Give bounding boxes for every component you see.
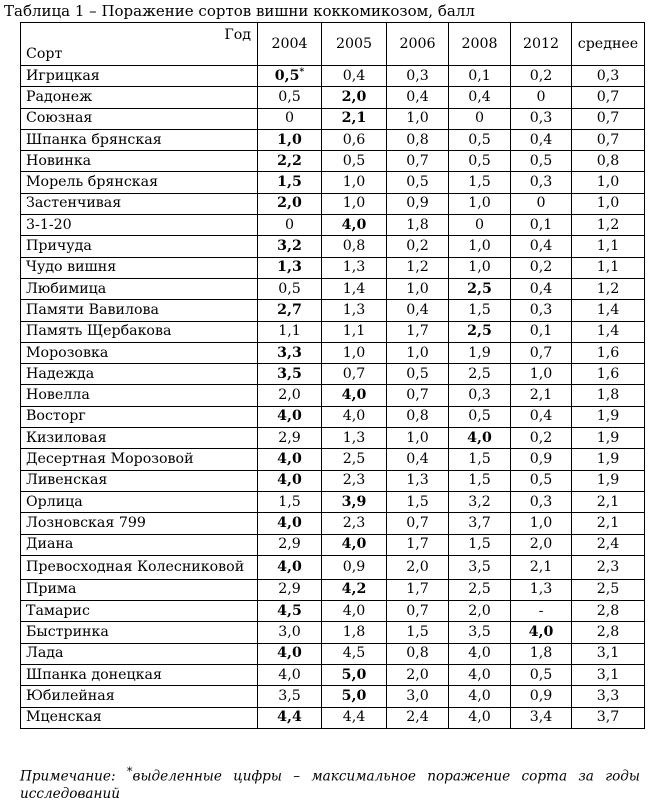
average-value: 1,8 <box>572 385 645 406</box>
note-text-line1: выделенные цифры – максимальное поражение сорта за годы <box>132 768 640 785</box>
score-value-2008: 0 <box>449 108 511 129</box>
table-row <box>21 108 645 129</box>
average-value: 1,2 <box>572 278 645 299</box>
average-value: 0,7 <box>572 129 645 150</box>
score-value-2006: 0,9 <box>387 193 449 214</box>
table-row <box>21 579 645 600</box>
score-value-2005: 1,0 <box>322 342 387 363</box>
score-value-2012: 0,4 <box>511 129 572 150</box>
table-row <box>21 151 645 172</box>
score-value-2012: 0,3 <box>511 491 572 512</box>
score-value-2008: 0,5 <box>449 406 511 427</box>
score-value-2012: 0,1 <box>511 215 572 236</box>
score-value-2004: 4,0 <box>258 555 322 579</box>
score-value-2008: 0,1 <box>449 66 511 87</box>
note-text-line2: исследований <box>20 785 120 802</box>
table-row <box>21 300 645 321</box>
score-value-2006: 0,7 <box>387 513 449 534</box>
score-value-2005: 1,0 <box>322 172 387 193</box>
score-value-2004: 0 <box>258 108 322 129</box>
score-value-2004: 2,9 <box>258 534 322 555</box>
average-value: 2,5 <box>572 579 645 600</box>
score-value-2008: 1,5 <box>449 300 511 321</box>
score-value-2005: 1,3 <box>322 300 387 321</box>
average-value: 1,2 <box>572 215 645 236</box>
score-value-2004: 4,0 <box>258 449 322 470</box>
score-value-2006: 3,0 <box>387 686 449 707</box>
score-value-2012: 0,3 <box>511 300 572 321</box>
score-value-2012: 0,2 <box>511 66 572 87</box>
average-value: 2,4 <box>572 534 645 555</box>
table-row <box>21 278 645 299</box>
score-value-2008: 4,0 <box>449 643 511 664</box>
score-value-2005: 2,0 <box>322 87 387 108</box>
score-value-2006: 1,0 <box>387 278 449 299</box>
score-value-2004: 2,0 <box>258 385 322 406</box>
table-row <box>21 321 645 342</box>
score-value-2006: 2,0 <box>387 555 449 579</box>
score-value-2012: - <box>511 601 572 622</box>
table-row <box>21 534 645 555</box>
average-value: 1,1 <box>572 236 645 257</box>
variety-name: Лозновская 799 <box>21 513 258 534</box>
score-value-2012: 1,3 <box>511 579 572 600</box>
score-value-2004: 1,5 <box>258 172 322 193</box>
score-value-2005: 4,0 <box>322 406 387 427</box>
score-value-2012: 1,0 <box>511 513 572 534</box>
score-value-2005: 1,4 <box>322 278 387 299</box>
score-value-2008: 0,4 <box>449 87 511 108</box>
score-value-2006: 2,0 <box>387 665 449 686</box>
score-value-2006: 1,0 <box>387 428 449 449</box>
score-value-2004: 4,0 <box>258 665 322 686</box>
score-value-2004: 3,2 <box>258 236 322 257</box>
score-value-2006: 0,2 <box>387 236 449 257</box>
score-value-2012: 0 <box>511 193 572 214</box>
variety-name: Прима <box>21 579 258 600</box>
score-value-2005: 5,0 <box>322 686 387 707</box>
score-value-2004 <box>258 66 322 87</box>
score-value-2004: 2,7 <box>258 300 322 321</box>
disease-table <box>20 22 645 729</box>
score-value-2004: 1,1 <box>258 321 322 342</box>
score-value-2012: 0,3 <box>511 108 572 129</box>
score-value-2005: 1,8 <box>322 622 387 643</box>
variety-name: Кизиловая <box>21 428 258 449</box>
score-value-2004: 1,3 <box>258 257 322 278</box>
score-value-2005: 0,6 <box>322 129 387 150</box>
average-value: 3,3 <box>572 686 645 707</box>
score-value-2008: 3,7 <box>449 513 511 534</box>
score-value-2004: 3,5 <box>258 364 322 385</box>
score-value-2012: 0,4 <box>511 278 572 299</box>
table-row <box>21 665 645 686</box>
score-value-2008: 2,5 <box>449 579 511 600</box>
table-row <box>21 193 645 214</box>
variety-name: Игрицкая <box>21 66 258 87</box>
score-value-2012: 0,9 <box>511 449 572 470</box>
score-value-2012: 0,9 <box>511 686 572 707</box>
table-row <box>21 470 645 491</box>
score-value-2008: 4,0 <box>449 707 511 728</box>
score-value-2008: 0 <box>449 215 511 236</box>
average-value: 2,1 <box>572 513 645 534</box>
score-value-2008: 1,0 <box>449 236 511 257</box>
score-value-2004: 0 <box>258 215 322 236</box>
variety-name: Лада <box>21 643 258 664</box>
score-value-2006: 1,7 <box>387 321 449 342</box>
year-header-2005: 2005 <box>322 23 387 66</box>
score-value-2008: 3,5 <box>449 555 511 579</box>
score-value-2006: 1,5 <box>387 622 449 643</box>
score-value-2004: 0,5 <box>258 278 322 299</box>
table-row <box>21 449 645 470</box>
note-label: Примечание: <box>20 768 116 785</box>
table-row <box>21 643 645 664</box>
score-value-2006: 0,8 <box>387 643 449 664</box>
score-value-2004: 2,9 <box>258 428 322 449</box>
score-value-2006: 0,4 <box>387 87 449 108</box>
score-value-2005: 1,1 <box>322 321 387 342</box>
table-row <box>21 428 645 449</box>
score-value-2005: 1,0 <box>322 193 387 214</box>
score-value-2012: 0,4 <box>511 236 572 257</box>
variety-name: Морозовка <box>21 342 258 363</box>
score-value-2012: 0,2 <box>511 428 572 449</box>
score-value-2008: 3,5 <box>449 622 511 643</box>
score-value-2006: 1,7 <box>387 534 449 555</box>
score-value-2005: 4,0 <box>322 215 387 236</box>
score-value-2005: 0,9 <box>322 555 387 579</box>
table-row <box>21 257 645 278</box>
score-value-2012: 2,1 <box>511 385 572 406</box>
variety-name: Союзная <box>21 108 258 129</box>
table-row <box>21 686 645 707</box>
score-value-2008: 2,5 <box>449 321 511 342</box>
average-value: 1,1 <box>572 257 645 278</box>
score-value-2004: 4,5 <box>258 601 322 622</box>
score-value-2012: 2,1 <box>511 555 572 579</box>
table-row <box>21 622 645 643</box>
score-value-2008: 1,5 <box>449 449 511 470</box>
average-value: 1,6 <box>572 342 645 363</box>
score-value-2008: 4,0 <box>449 686 511 707</box>
score-value-2008: 2,5 <box>449 364 511 385</box>
average-value: 1,9 <box>572 449 645 470</box>
table-row <box>21 215 645 236</box>
variety-name: Десертная Морозовой <box>21 449 258 470</box>
score-value-2006: 0,7 <box>387 601 449 622</box>
score-value-2008: 2,0 <box>449 601 511 622</box>
table-body <box>21 23 645 729</box>
variety-name: Любимица <box>21 278 258 299</box>
variety-name: Застенчивая <box>21 193 258 214</box>
variety-name: Морель брянская <box>21 172 258 193</box>
score-value-2006: 0,7 <box>387 151 449 172</box>
variety-name: Тамарис <box>21 601 258 622</box>
average-value: 3,1 <box>572 665 645 686</box>
variety-name: Память Щербакова <box>21 321 258 342</box>
score-value-2008: 0,3 <box>449 385 511 406</box>
score-value-2008: 1,0 <box>449 193 511 214</box>
score-value-2012: 0,2 <box>511 257 572 278</box>
score-value-2006: 1,0 <box>387 342 449 363</box>
variety-name: Новелла <box>21 385 258 406</box>
header-row <box>21 23 645 66</box>
variety-name: Чудо вишня <box>21 257 258 278</box>
score-value-2012: 0 <box>511 87 572 108</box>
score-value-2008: 1,0 <box>449 257 511 278</box>
variety-name: Памяти Вавилова <box>21 300 258 321</box>
score-value-2005: 0,5 <box>322 151 387 172</box>
score-value-2012: 0,1 <box>511 321 572 342</box>
score-value-2004: 1,0 <box>258 129 322 150</box>
score-value-2004: 2,9 <box>258 579 322 600</box>
average-value: 0,7 <box>572 108 645 129</box>
score-value-2004: 4,4 <box>258 707 322 728</box>
variety-name: Диана <box>21 534 258 555</box>
score-value-2004: 3,3 <box>258 342 322 363</box>
corner-cell <box>21 23 258 66</box>
variety-name: Орлица <box>21 491 258 512</box>
year-axis-label: Год <box>224 27 251 43</box>
average-value: 0,8 <box>572 151 645 172</box>
score-value-2005: 2,3 <box>322 513 387 534</box>
score-value-2006: 0,5 <box>387 364 449 385</box>
score-value-2008: 4,0 <box>449 665 511 686</box>
variety-name: Шпанка донецкая <box>21 665 258 686</box>
score-value-2012: 0,4 <box>511 406 572 427</box>
score-value-2008: 0,5 <box>449 151 511 172</box>
average-value: 1,9 <box>572 470 645 491</box>
score-value-2004: 2,2 <box>258 151 322 172</box>
score-value-2008: 1,5 <box>449 470 511 491</box>
score-value-2005: 0,7 <box>322 364 387 385</box>
average-value: 3,7 <box>572 707 645 728</box>
average-value: 1,9 <box>572 428 645 449</box>
variety-name: Мценская <box>21 707 258 728</box>
score-value-2004: 3,5 <box>258 686 322 707</box>
table-row <box>21 707 645 728</box>
score-value-2006: 0,8 <box>387 129 449 150</box>
average-value: 1,0 <box>572 193 645 214</box>
table-row <box>21 364 645 385</box>
score-value-2012: 0,7 <box>511 342 572 363</box>
table-row <box>21 491 645 512</box>
score-value-2006: 0,5 <box>387 172 449 193</box>
average-value: 1,6 <box>572 364 645 385</box>
variety-name: Восторг <box>21 406 258 427</box>
score-value-2005: 2,3 <box>322 470 387 491</box>
variety-name: Превосходная Колесниковой <box>21 555 258 579</box>
score-value-2008: 2,5 <box>449 278 511 299</box>
table-row <box>21 66 645 87</box>
table-row <box>21 172 645 193</box>
average-value: 2,8 <box>572 601 645 622</box>
score-value-2005: 1,3 <box>322 428 387 449</box>
score-value-2005: 2,5 <box>322 449 387 470</box>
score-value-2008: 4,0 <box>449 428 511 449</box>
average-value: 1,0 <box>572 172 645 193</box>
table-row <box>21 406 645 427</box>
year-header-2008: 2008 <box>449 23 511 66</box>
average-value: 2,1 <box>572 491 645 512</box>
score-value-2006: 1,5 <box>387 491 449 512</box>
score-value-2005: 0,8 <box>322 236 387 257</box>
score-value-2012: 1,8 <box>511 643 572 664</box>
year-header-2012: 2012 <box>511 23 572 66</box>
note-mark: * <box>126 764 133 778</box>
score-value-2006: 1,3 <box>387 470 449 491</box>
table-row <box>21 129 645 150</box>
table-row <box>21 236 645 257</box>
variety-name: Шпанка брянская <box>21 129 258 150</box>
score-value-2008: 0,5 <box>449 129 511 150</box>
score-value-2005: 3,9 <box>322 491 387 512</box>
score-value-2006: 1,8 <box>387 215 449 236</box>
score-value-2008: 1,9 <box>449 342 511 363</box>
score-value-2005: 4,4 <box>322 707 387 728</box>
variety-name: Ливенская <box>21 470 258 491</box>
average-value: 2,8 <box>572 622 645 643</box>
score-value-2004: 4,0 <box>258 513 322 534</box>
average-value: 0,3 <box>572 66 645 87</box>
score-value-2006: 1,0 <box>387 108 449 129</box>
score-value-2012: 0,5 <box>511 470 572 491</box>
table-row <box>21 87 645 108</box>
table-row <box>21 342 645 363</box>
score-value-2004: 1,5 <box>258 491 322 512</box>
variety-name: Юбилейная <box>21 686 258 707</box>
score-value-2008: 1,5 <box>449 534 511 555</box>
score-value-2012: 0,5 <box>511 151 572 172</box>
table-note <box>20 763 640 803</box>
score-value-2004: 0,5 <box>258 87 322 108</box>
score-value-2006: 0,4 <box>387 300 449 321</box>
footnote-mark: * <box>299 66 305 77</box>
score-value-2004: 3,0 <box>258 622 322 643</box>
score-value-2006: 1,2 <box>387 257 449 278</box>
variety-name: Причуда <box>21 236 258 257</box>
table-row <box>21 555 645 579</box>
score-text: 0,5 <box>274 67 300 84</box>
score-value-2005: 5,0 <box>322 665 387 686</box>
score-value-2005: 0,4 <box>322 66 387 87</box>
variety-name: 3-1-20 <box>21 215 258 236</box>
score-value-2005: 4,2 <box>322 579 387 600</box>
score-value-2005: 4,0 <box>322 385 387 406</box>
variety-name: Радонеж <box>21 87 258 108</box>
score-value-2006: 0,8 <box>387 406 449 427</box>
score-value-2012: 1,0 <box>511 364 572 385</box>
score-value-2004: 4,0 <box>258 470 322 491</box>
score-value-2006: 0,7 <box>387 385 449 406</box>
average-value: 1,9 <box>572 406 645 427</box>
score-value-2006: 0,4 <box>387 449 449 470</box>
year-header-2006: 2006 <box>387 23 449 66</box>
score-value-2006: 1,7 <box>387 579 449 600</box>
score-value-2008: 1,5 <box>449 172 511 193</box>
table-row <box>21 385 645 406</box>
score-value-2012: 2,0 <box>511 534 572 555</box>
score-value-2005: 4,5 <box>322 643 387 664</box>
table-caption: Таблица 1 – Поражение сортов вишни коккомикозом, балл <box>4 2 475 20</box>
year-header-2004: 2004 <box>258 23 322 66</box>
score-value-2006: 2,4 <box>387 707 449 728</box>
table-row <box>21 513 645 534</box>
variety-name: Новинка <box>21 151 258 172</box>
variety-axis-label: Сорт <box>26 46 63 62</box>
average-value: 0,7 <box>572 87 645 108</box>
score-value-2005: 1,3 <box>322 257 387 278</box>
score-value-2012: 0,3 <box>511 172 572 193</box>
average-value: 1,4 <box>572 321 645 342</box>
average-header: среднее <box>572 23 645 66</box>
average-value: 2,3 <box>572 555 645 579</box>
variety-name: Надежда <box>21 364 258 385</box>
score-value-2005: 2,1 <box>322 108 387 129</box>
score-value-2004: 2,0 <box>258 193 322 214</box>
average-value: 3,1 <box>572 643 645 664</box>
score-value-2006: 0,3 <box>387 66 449 87</box>
score-value-2004: 4,0 <box>258 406 322 427</box>
score-value-2004: 4,0 <box>258 643 322 664</box>
score-value-2005: 4,0 <box>322 601 387 622</box>
score-value-2012: 4,0 <box>511 622 572 643</box>
table-row <box>21 601 645 622</box>
average-value: 1,4 <box>572 300 645 321</box>
score-value-2005: 4,0 <box>322 534 387 555</box>
score-value-2012: 3,4 <box>511 707 572 728</box>
score-value-2008: 3,2 <box>449 491 511 512</box>
score-value-2012: 0,5 <box>511 665 572 686</box>
variety-name: Быстринка <box>21 622 258 643</box>
